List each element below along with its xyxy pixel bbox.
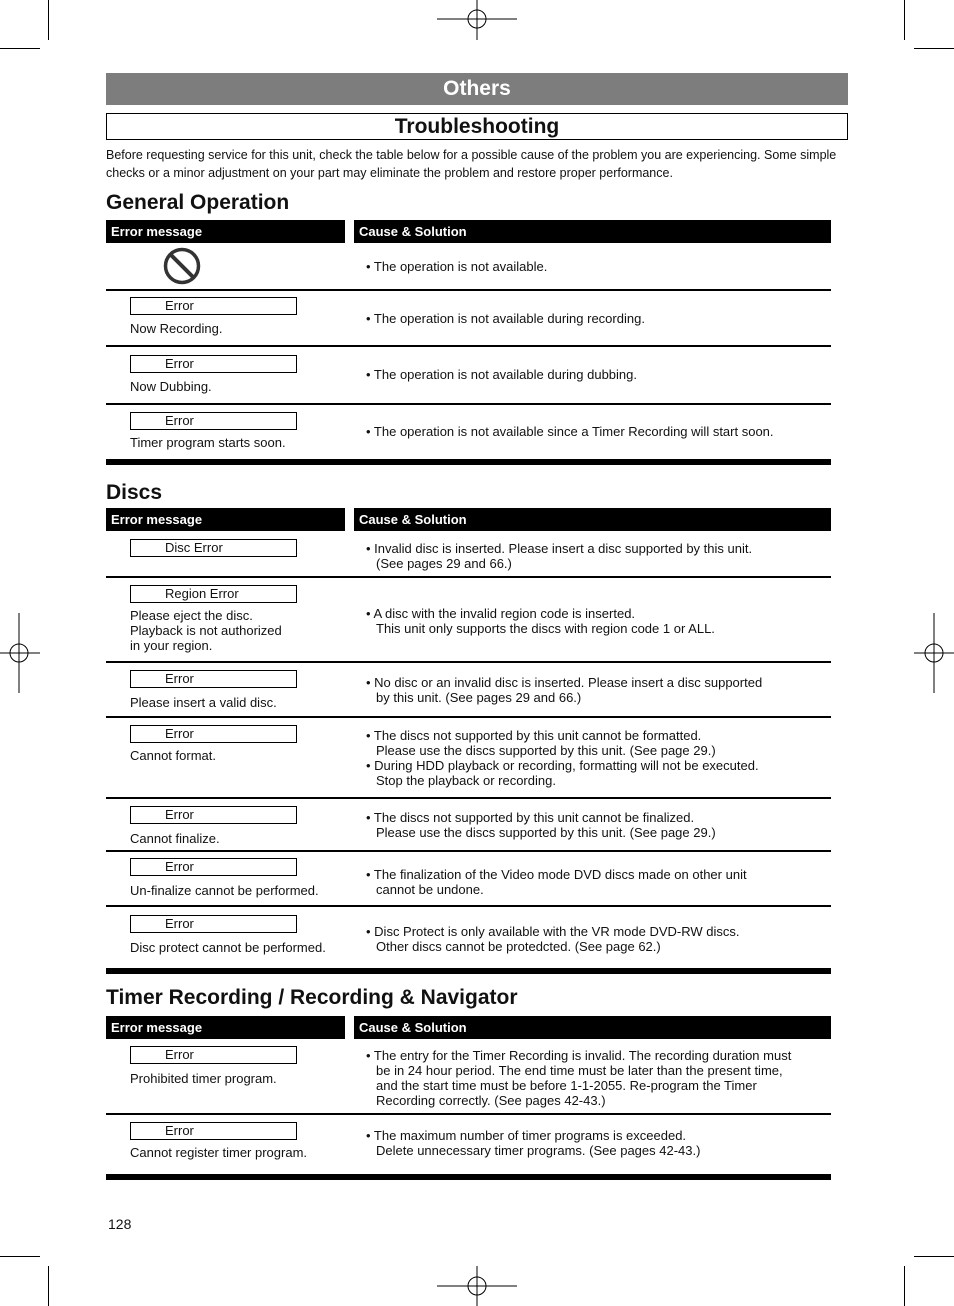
error-message: Now Recording. xyxy=(130,321,223,336)
error-box: Error xyxy=(130,858,297,876)
registration-mark-left xyxy=(0,613,40,693)
cause-text: • Disc Protect is only available with the VR mode DVD-RW discs. Other discs cannot be protedcted. (See page 62.) xyxy=(366,924,740,954)
error-box: Error xyxy=(130,725,297,743)
error-box: Region Error xyxy=(130,585,297,603)
table-end-rule xyxy=(106,968,831,974)
general-operation-heading: General Operation xyxy=(106,191,290,214)
table-end-rule xyxy=(106,459,831,465)
timer-recording-heading: Timer Recording / Recording & Navigator xyxy=(106,986,518,1009)
page-title: Troubleshooting xyxy=(106,113,848,140)
cause-text: • The finalization of the Video mode DVD discs made on other unit cannot be undone. xyxy=(366,867,747,897)
discs-heading: Discs xyxy=(106,481,163,504)
table-end-rule xyxy=(106,1174,831,1180)
error-box: Error xyxy=(130,1122,297,1140)
cause-text: • A disc with the invalid region code is inserted. This unit only supports the discs with region code 1 or ALL. xyxy=(366,606,715,636)
cause-text: • The discs not supported by this unit cannot be finalized. Please use the discs supported by this unit. (See page 29.) xyxy=(366,810,716,840)
row-divider xyxy=(106,905,831,907)
error-message: Cannot format. xyxy=(130,748,216,763)
row-divider xyxy=(106,345,831,347)
error-box: Error xyxy=(130,355,297,373)
registration-mark-bottom xyxy=(437,1266,517,1306)
page-number: 128 xyxy=(108,1216,132,1232)
error-message: Please eject the disc. Playback is not authorized in your region. xyxy=(130,608,282,653)
row-divider xyxy=(106,716,831,718)
column-header-error-message: Error message xyxy=(106,220,345,243)
row-divider xyxy=(106,850,831,852)
error-box: Error xyxy=(130,670,297,688)
error-box: Error xyxy=(130,806,297,824)
column-header-cause-solution: Cause & Solution xyxy=(354,508,831,531)
cause-text: • The operation is not available during recording. xyxy=(366,311,645,326)
error-message: Timer program starts soon. xyxy=(130,435,286,450)
cause-text: • The entry for the Timer Recording is invalid. The recording duration must be in 24 hour period. The end time must be later than the present time, and the start time must be before 1-1-2055. Re-program the Timer Recording correctly. (See pages 42-43.) xyxy=(366,1048,792,1108)
cause-text: • The operation is not available since a Timer Recording will start soon. xyxy=(366,424,774,439)
registration-mark-top xyxy=(437,0,517,40)
error-box: Error xyxy=(130,412,297,430)
cause-text: • The maximum number of timer programs is exceeded. Delete unnecessary timer programs. (See pages 42-43.) xyxy=(366,1128,701,1158)
cause-text: • The operation is not available. xyxy=(366,259,548,274)
cause-text: • The operation is not available during dubbing. xyxy=(366,367,638,382)
prohibited-icon xyxy=(163,247,201,285)
column-header-cause-solution: Cause & Solution xyxy=(354,220,831,243)
error-message: Prohibited timer program. xyxy=(130,1071,277,1086)
error-message: Un-finalize cannot be performed. xyxy=(130,883,319,898)
row-divider xyxy=(106,576,831,578)
error-box: Error xyxy=(130,1046,297,1064)
intro-text: Before requesting service for this unit, check the table below for a possible cause of the problem you are experiencing. Some simple checks or a minor adjustment on your part may eliminate the problem and restore proper performance. xyxy=(106,148,837,180)
error-message: Disc protect cannot be performed. xyxy=(130,940,326,955)
registration-mark-right xyxy=(914,613,954,693)
error-message: Cannot register timer program. xyxy=(130,1145,308,1160)
column-header-cause-solution: Cause & Solution xyxy=(354,1016,831,1039)
error-message: Please insert a valid disc. xyxy=(130,695,277,710)
section-header: Others xyxy=(106,73,848,105)
column-header-error-message: Error message xyxy=(106,1016,345,1039)
row-divider xyxy=(106,1113,831,1115)
cause-text: • No disc or an invalid disc is inserted. Please insert a disc supported by this unit. (See pages 29 and 66.) xyxy=(366,675,763,705)
error-box: Error xyxy=(130,297,297,315)
error-box: Disc Error xyxy=(130,539,297,557)
row-divider xyxy=(106,289,831,291)
error-box: Error xyxy=(130,915,297,933)
row-divider xyxy=(106,403,831,405)
error-message: Cannot finalize. xyxy=(130,831,220,846)
row-divider xyxy=(106,797,831,799)
row-divider xyxy=(106,661,831,663)
column-header-error-message: Error message xyxy=(106,508,345,531)
error-message: Now Dubbing. xyxy=(130,379,212,394)
cause-text: • The discs not supported by this unit cannot be formatted. Please use the discs supported by this unit. (See page 29.) • During HDD playback or recording, formatting will not be executed. Stop the playback or recording. xyxy=(366,728,759,788)
cause-text: • Invalid disc is inserted. Please insert a disc supported by this unit. (See pages 29 and 66.) xyxy=(366,541,753,571)
